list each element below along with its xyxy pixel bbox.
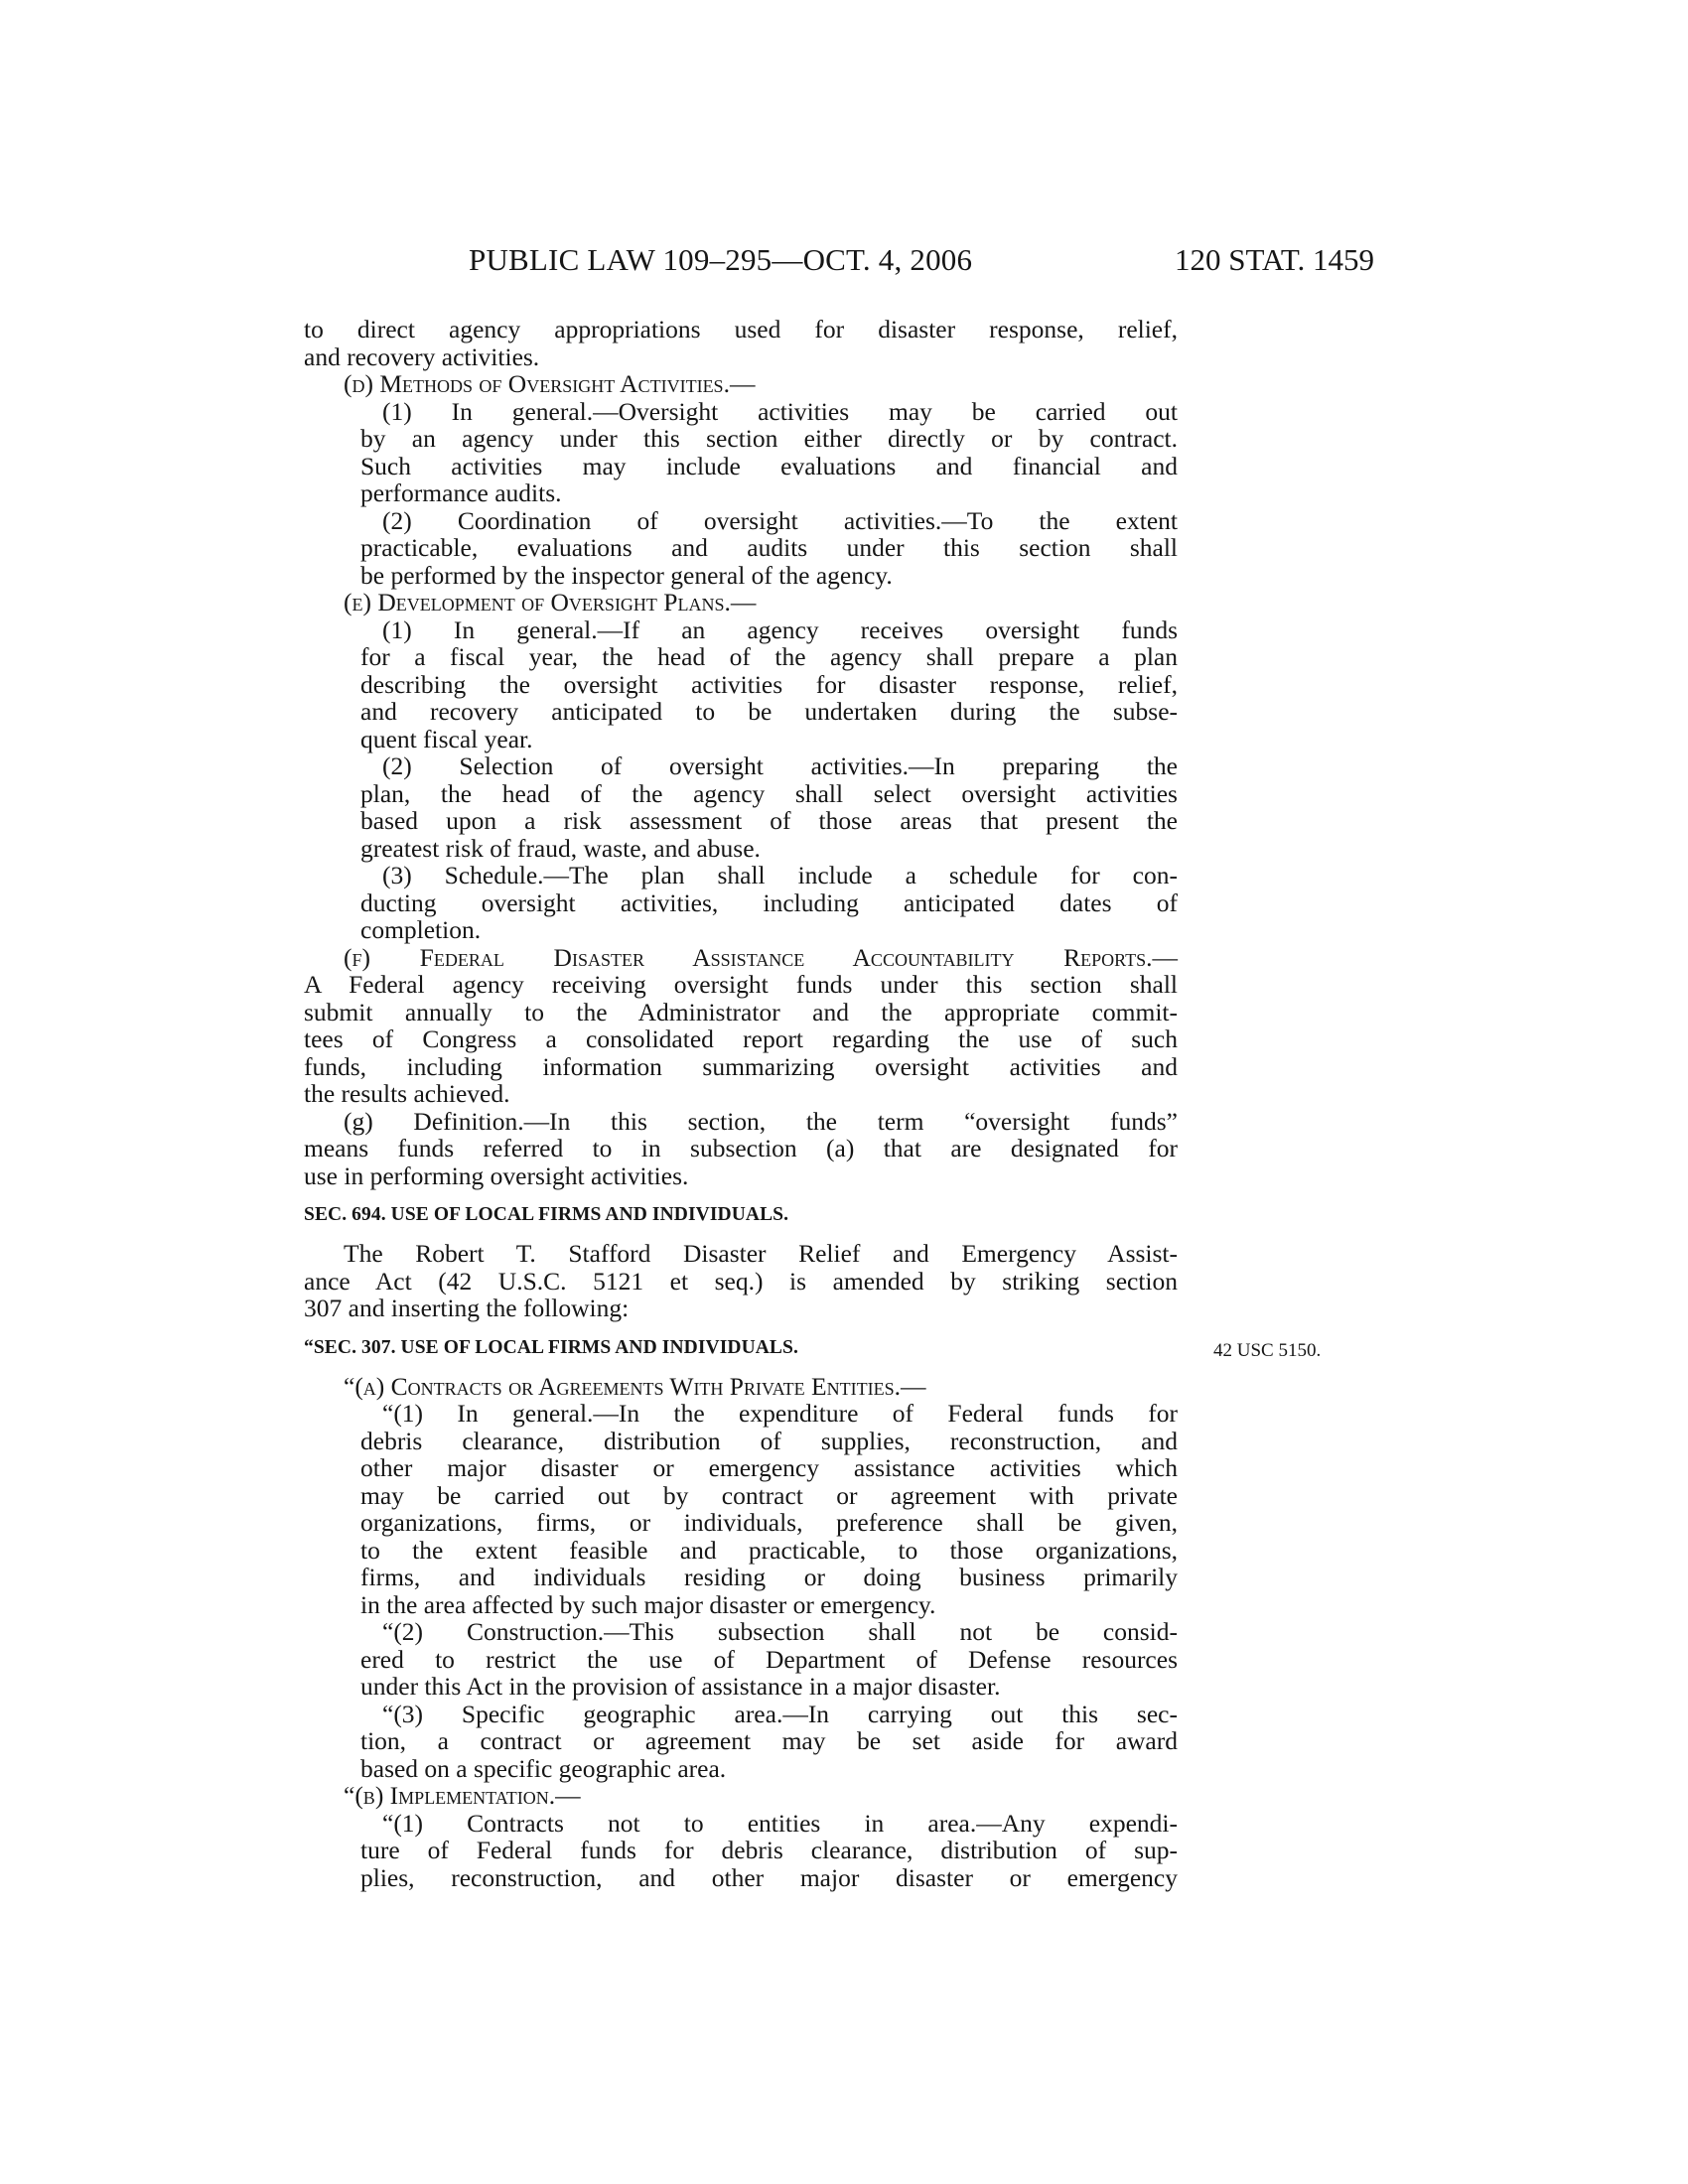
text-line: plan, the head of the agency shall select oversight activities bbox=[360, 778, 1178, 808]
text-line: and recovery activities. bbox=[304, 341, 540, 371]
paragraph-e2: (2) Selection of oversight activities.—In preparing the bbox=[382, 751, 1178, 780]
paragraph-d2: (2) Coordination of oversight activities.—To the extent bbox=[382, 505, 1178, 535]
paragraph-e3: (3) Schedule.—The plan shall include a schedule for con- bbox=[382, 861, 1178, 889]
text-line: means funds referred to in subsection (a) that are designated for bbox=[304, 1134, 1178, 1162]
text-line: quent fiscal year. bbox=[360, 724, 533, 753]
text-line: based on a specific geographic area. bbox=[360, 1753, 727, 1783]
paragraph-a3: “(3) Specific geographic area.—In carrying out this sec- bbox=[382, 1699, 1178, 1728]
text-line: for a fiscal year, the head of the agency shall prepare a plan bbox=[360, 642, 1178, 671]
text-line: use in performing oversight activities. bbox=[304, 1160, 689, 1190]
text-line: 307 and inserting the following: bbox=[304, 1294, 630, 1322]
text-line: describing the oversight activities for disaster response, relief, bbox=[360, 669, 1178, 699]
section-heading-694: SEC. 694. USE OF LOCAL FIRMS AND INDIVIDUALS. bbox=[304, 1204, 789, 1225]
text-line: ered to restrict the use of Department of Defense resources bbox=[360, 1644, 1178, 1674]
subsection-heading-a: “(a) Contracts or Agreements With Private Entities.— bbox=[344, 1371, 926, 1401]
section-heading-307: “SEC. 307. USE OF LOCAL FIRMS AND INDIVIDUALS. bbox=[304, 1336, 798, 1358]
subsection-g-definition: (g) Definition.—In this section, the term “oversight funds” bbox=[344, 1106, 1178, 1136]
text-line: A Federal agency receiving oversight funds under this section shall bbox=[304, 970, 1178, 999]
text-line: ance Act (42 U.S.C. 5121 et seq.) is amended by striking section bbox=[304, 1266, 1178, 1296]
text-line: completion. bbox=[360, 915, 482, 944]
text-line: plies, reconstruction, and other major disaster or emergency bbox=[360, 1862, 1178, 1892]
paragraph-b1: “(1) Contracts not to entities in area.—Any expendi- bbox=[382, 1808, 1178, 1838]
paragraph-e1: (1) In general.—If an agency receives oversight funds bbox=[382, 614, 1178, 644]
subsection-heading-d: (d) Methods of Oversight Activities.— bbox=[344, 369, 756, 398]
text-line: the results achieved. bbox=[304, 1079, 510, 1108]
body-text bbox=[304, 316, 1178, 1891]
text-line: and recovery anticipated to be undertaken during the subse- bbox=[360, 697, 1178, 726]
text-line: ture of Federal funds for debris clearance, distribution of sup- bbox=[360, 1836, 1178, 1864]
subsection-heading-f: (f) Federal Disaster Assistance Accountability Reports.— bbox=[344, 942, 1178, 972]
paragraph-a1: “(1) In general.—In the expenditure of Federal funds for bbox=[382, 1399, 1178, 1428]
text-line: firms, and individuals residing or doing business primarily bbox=[360, 1563, 1178, 1591]
margin-note-usc: 42 USC 5150. bbox=[1213, 1340, 1322, 1361]
text-line: The Robert T. Stafford Disaster Relief and Emergency Assist- bbox=[344, 1239, 1178, 1268]
text-line: to direct agency appropriations used for disaster response, relief, bbox=[304, 315, 1178, 343]
text-line: be performed by the inspector general of the agency. bbox=[360, 560, 893, 590]
text-line: tees of Congress a consolidated report regarding the use of such bbox=[304, 1024, 1178, 1053]
text-line: tion, a contract or agreement may be set aside for award bbox=[360, 1726, 1178, 1755]
text-line: funds, including information summarizing oversight activities and bbox=[304, 1051, 1178, 1081]
text-line: performance audits. bbox=[360, 478, 562, 507]
paragraph-d1: (1) In general.—Oversight activities may be carried out bbox=[382, 396, 1178, 426]
text-line: based upon a risk assessment of those areas that present the bbox=[360, 806, 1178, 835]
subsection-heading-b: “(b) Implementation.— bbox=[344, 1781, 581, 1810]
header-stat-page: 120 STAT. 1459 bbox=[1174, 242, 1374, 277]
text-line: by an agency under this section either directly or by contract. bbox=[360, 424, 1178, 453]
text-line: to the extent feasible and practicable, to those organizations, bbox=[360, 1535, 1178, 1565]
text-line: organizations, firms, or individuals, preference shall be given, bbox=[360, 1508, 1178, 1537]
text-line: submit annually to the Administrator and the appropriate commit- bbox=[304, 997, 1178, 1026]
text-line: other major disaster or emergency assistance activities which bbox=[360, 1453, 1178, 1482]
header-title: PUBLIC LAW 109–295—OCT. 4, 2006 bbox=[469, 242, 973, 277]
text-line: Such activities may include evaluations and financial and bbox=[360, 451, 1178, 480]
text-line: practicable, evaluations and audits under this section shall bbox=[360, 533, 1178, 562]
subsection-heading-e: (e) Development of Oversight Plans.— bbox=[344, 588, 757, 616]
paragraph-a2: “(2) Construction.—This subsection shall not be consid- bbox=[382, 1617, 1178, 1646]
text-line: under this Act in the provision of assistance in a major disaster. bbox=[360, 1672, 1001, 1701]
text-line: in the area affected by such major disaster or emergency. bbox=[360, 1589, 936, 1619]
text-line: may be carried out by contract or agreement with private bbox=[360, 1480, 1178, 1510]
text-line: debris clearance, distribution of supplies, reconstruction, and bbox=[360, 1426, 1178, 1455]
text-line: ducting oversight activities, including anticipated dates of bbox=[360, 887, 1178, 917]
text-line: greatest risk of fraud, waste, and abuse. bbox=[360, 833, 761, 863]
